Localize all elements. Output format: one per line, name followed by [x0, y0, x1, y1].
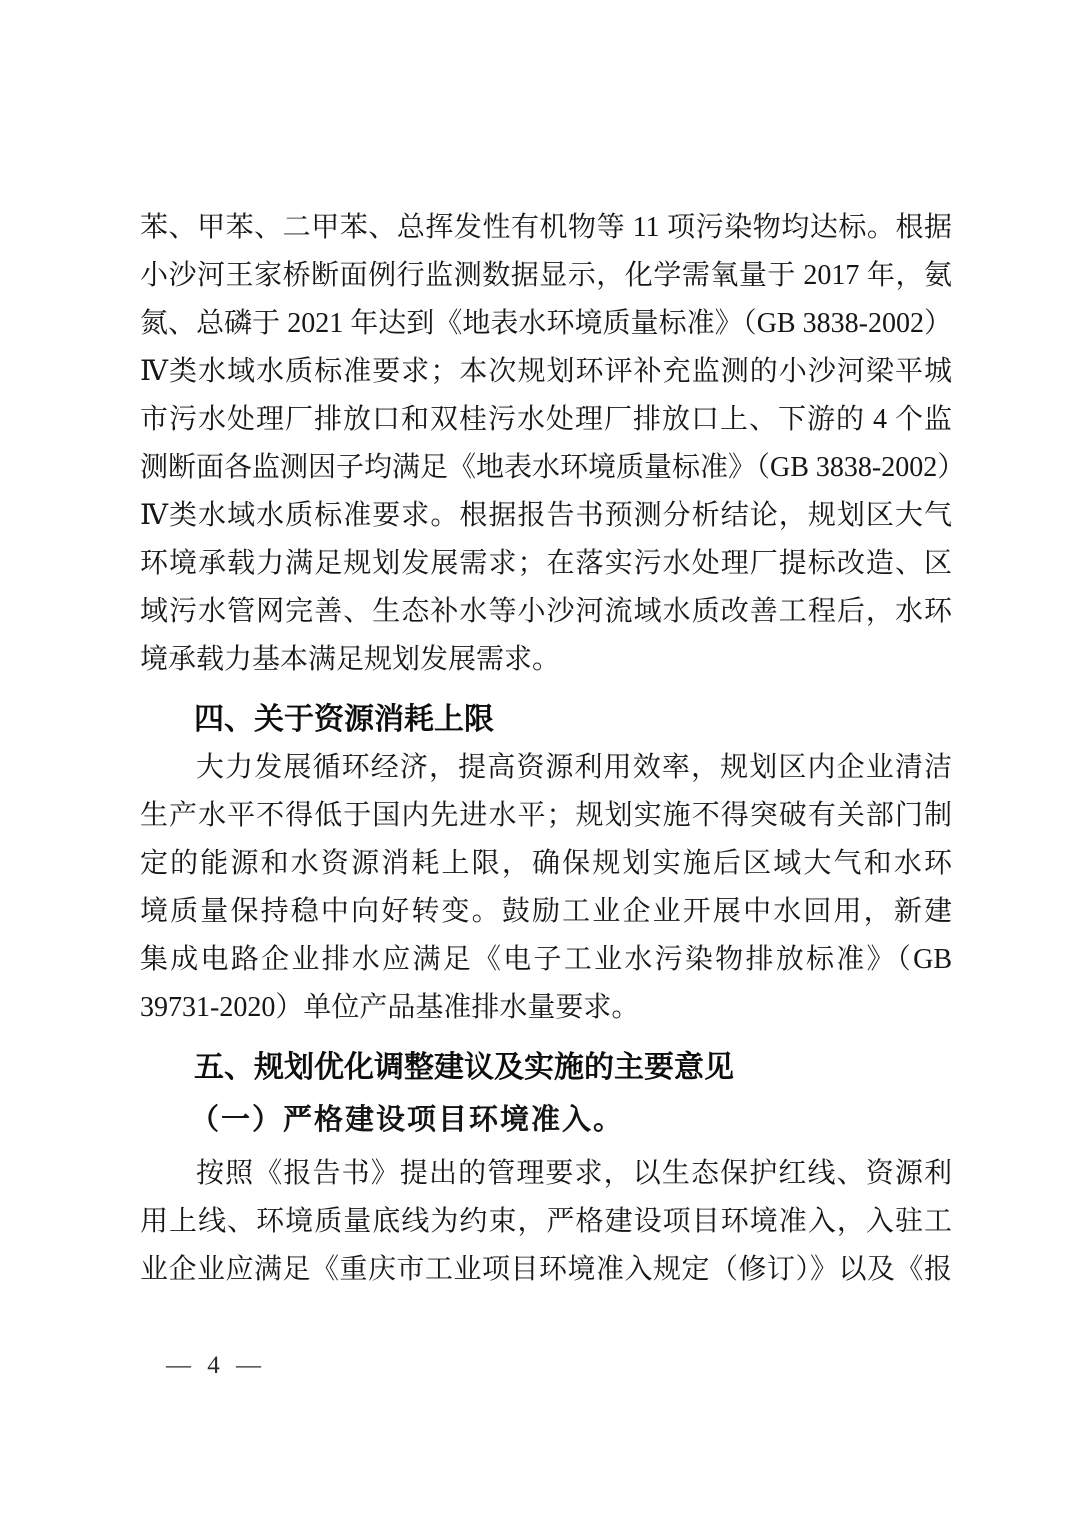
section4-paragraph	[140, 744, 952, 1032]
body-line: 境质量保持稳中向好转变。鼓励工业企业开展中水回用，新建	[140, 896, 952, 927]
paragraph-continued	[140, 204, 966, 684]
body-line: 用上线、环境质量底线为约束，严格建设项目环境准入，入驻工	[140, 1206, 952, 1237]
body-line: 环境承载力满足规划发展需求；在落实污水处理厂提标改造、区	[140, 548, 952, 579]
body-line: 39731-2020）单位产品基准排水量要求。	[140, 992, 640, 1023]
page-number: — 4 —	[166, 1352, 266, 1379]
section-heading-4: 四、关于资源消耗上限	[194, 703, 494, 736]
body-line: Ⅳ类水域水质标准要求。根据报告书预测分析结论，规划区大气	[140, 500, 952, 531]
body-line: 域污水管网完善、生态补水等小沙河流域水质改善工程后，水环	[140, 596, 952, 627]
body-line: Ⅳ类水域水质标准要求；本次规划环评补充监测的小沙河梁平城	[140, 356, 952, 387]
body-line: 集成电路企业排水应满足《电子工业水污染物排放标准》（GB	[140, 944, 952, 975]
body-line: 苯、甲苯、二甲苯、总挥发性有机物等 11 项污染物均达标。根据	[140, 212, 952, 243]
body-line: 业企业应满足《重庆市工业项目环境准入规定（修订）》以及《报	[140, 1254, 952, 1285]
body-line: 定的能源和水资源消耗上限，确保规划实施后区域大气和水环	[140, 848, 952, 879]
body-line: 生产水平不得低于国内先进水平；规划实施不得突破有关部门制	[140, 800, 952, 831]
subsection-heading-5-1: （一）严格建设项目环境准入。	[190, 1104, 625, 1136]
section-heading-5: 五、规划优化调整建议及实施的主要意见	[194, 1051, 734, 1084]
body-line: 小沙河王家桥断面例行监测数据显示，化学需氧量于 2017 年，氨	[140, 260, 952, 291]
body-line: 境承载力基本满足规划发展需求。	[140, 644, 561, 675]
body-line: 测断面各监测因子均满足《地表水环境质量标准》（GB 3838-2002）	[140, 452, 966, 483]
body-line: 市污水处理厂排放口和双桂污水处理厂排放口上、下游的 4 个监	[140, 404, 952, 435]
document-body	[140, 204, 966, 1294]
body-line: 大力发展循环经济，提高资源利用效率，规划区内企业清洁	[196, 752, 952, 783]
page-number-footer	[166, 1346, 266, 1386]
body-line: 按照《报告书》提出的管理要求，以生态保护红线、资源利	[196, 1158, 952, 1189]
body-line: 氮、总磷于 2021 年达到《地表水环境质量标准》（GB 3838-2002）	[140, 308, 952, 339]
section5-paragraph	[140, 1150, 952, 1294]
